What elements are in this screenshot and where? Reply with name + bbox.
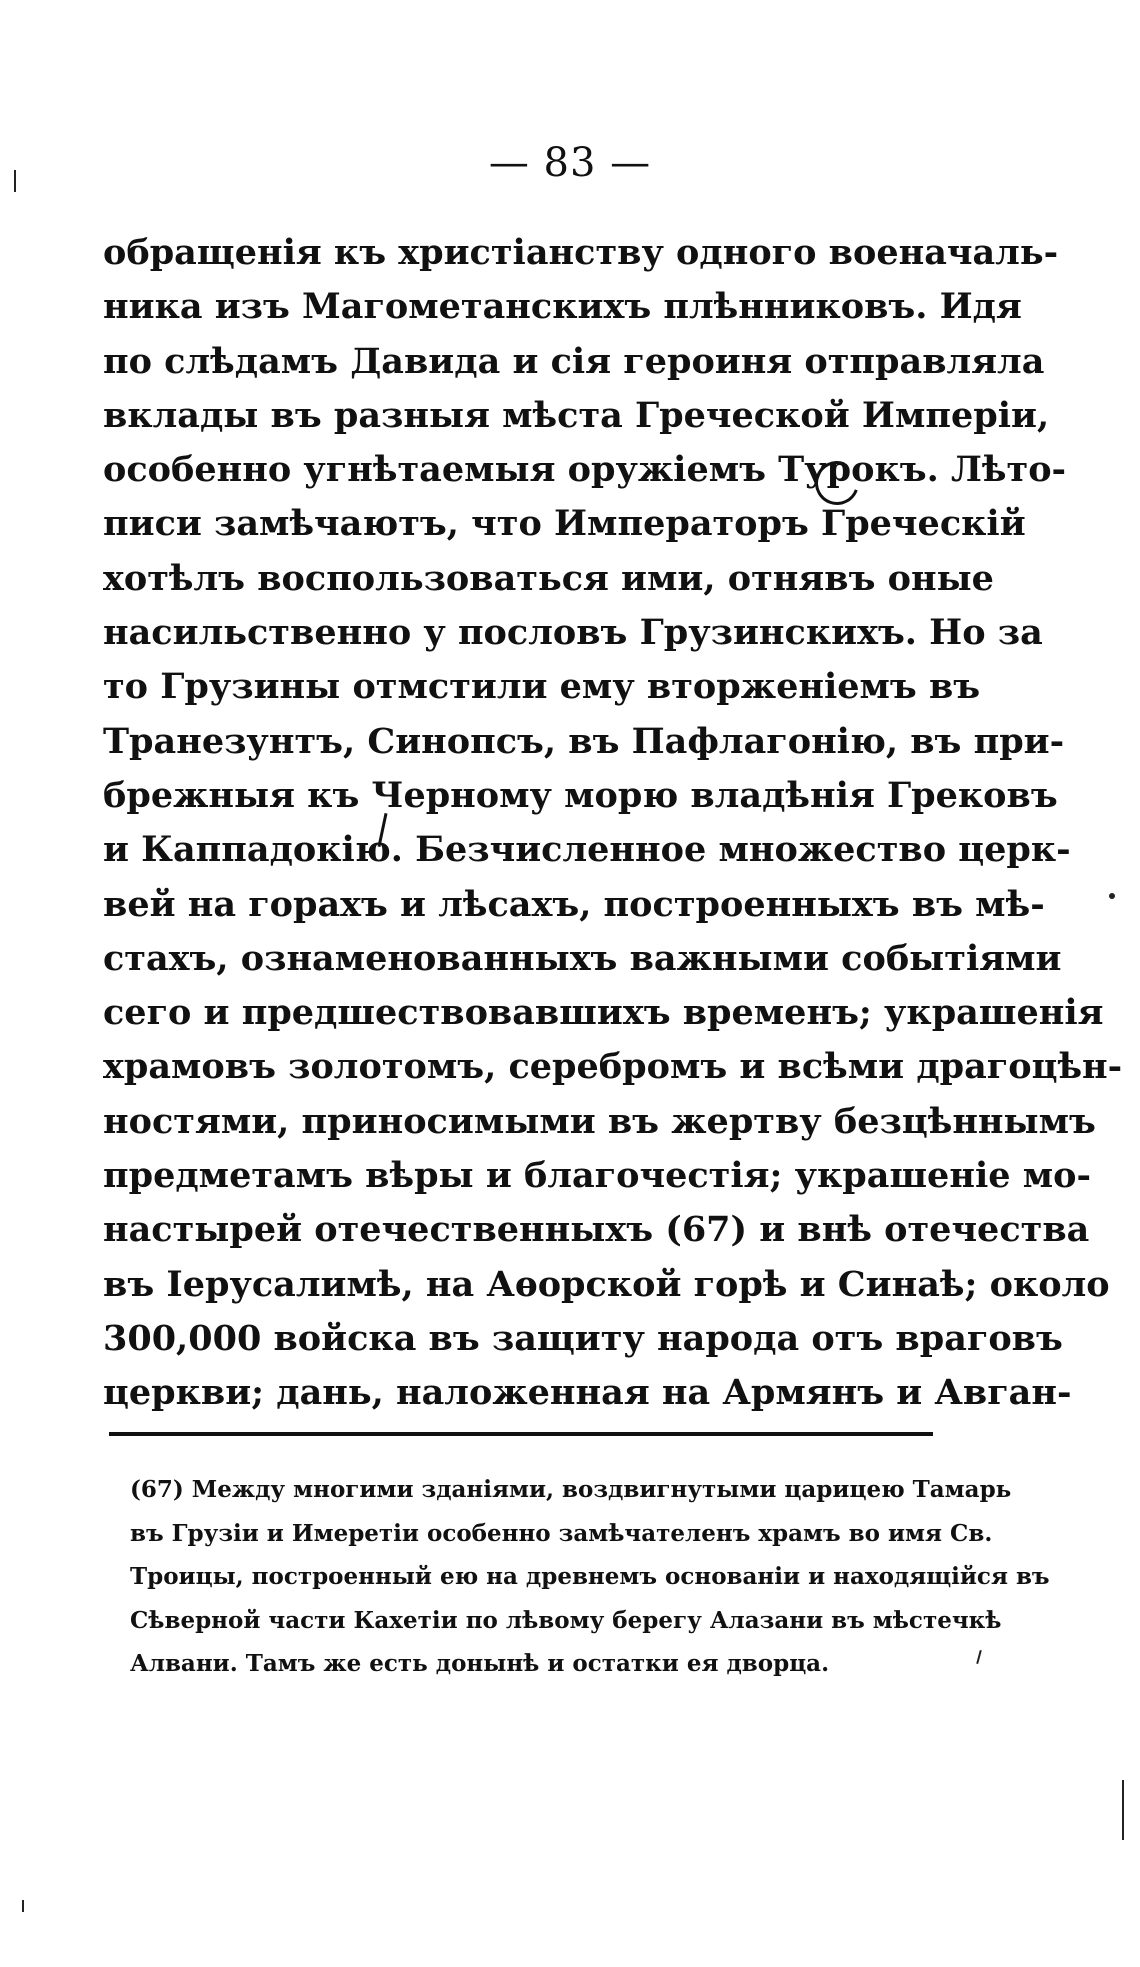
scan-speck [1109, 893, 1115, 899]
body-line: брежныя къ Черному морю владѣнія Грековъ [103, 774, 1058, 816]
body-line: церкви; дань, наложенная на Армянъ и Авган- [103, 1372, 1072, 1414]
body-line: писи замѣчаютъ, что Императоръ Греческій [103, 503, 1026, 545]
body-line: насильственно у пословъ Грузинскихъ. Но за [103, 612, 1043, 654]
footnote [130, 1468, 1050, 1686]
body-line: особенно угнѣтаемыя оружіемъ Турокъ. Лѣто- [103, 449, 1067, 491]
body-line: стахъ, ознаменованныхъ важными событіями [103, 937, 1062, 979]
body-line: обращенія къ христіанству одного военачаль- [103, 232, 1059, 273]
body-line: ностями, приносимыми въ жертву безцѣннымъ [103, 1100, 1096, 1142]
body-line: вклады въ разныя мѣста Греческой Имперіи, [103, 394, 1050, 436]
body-line: и Каппадокію. Безчисленное множество церк- [103, 829, 1071, 871]
scan-speck [1122, 1780, 1124, 1840]
body-line: храмовъ золотомъ, серебромъ и всѣми драгоцѣн- [103, 1046, 1123, 1088]
footnote-line: Сѣверной части Кахетіи по лѣвому берегу Алазани въ мѣстечкѣ [130, 1606, 1002, 1634]
body-line: Транезунтъ, Синопсъ, въ Пафлагонію, въ при- [103, 720, 1065, 762]
footnote-rule [109, 1432, 933, 1436]
body-line: настырей отечественныхъ (67) и внѣ отечества [103, 1209, 1090, 1251]
page-number: — 83 — [488, 140, 652, 186]
body-line: 300,000 войска въ защиту народа отъ враговъ [103, 1317, 1063, 1359]
body-text [103, 226, 1123, 1421]
footnote-line: въ Грузіи и Имеретіи особенно замѣчателенъ храмъ во имя Св. [130, 1519, 993, 1547]
body-line: сего и предшествовавшихъ временъ; украшенія [103, 992, 1104, 1034]
body-line: ника изъ Магометанскихъ плѣнниковъ. Идя [103, 286, 1022, 328]
body-line: хотѣлъ воспользоваться ими, отнявъ оные [103, 557, 994, 599]
scan-speck [22, 1900, 24, 1912]
footnote-line: Троицы, построенный ею на древнемъ основаніи и находящійся въ [130, 1563, 1050, 1590]
body-line: вей на горахъ и лѣсахъ, построенныхъ въ мѣ- [103, 883, 1045, 925]
body-line: въ Іерусалимѣ, на Аѳорской горѣ и Синаѣ; около [103, 1263, 1110, 1305]
scan-speck [14, 170, 16, 192]
footnote-line: (67) Между многими зданіями, воздвигнутыми царицею Тамарь [130, 1476, 1012, 1503]
body-line: то Грузины отмстили ему вторженіемъ въ [103, 666, 981, 708]
scan-speck [976, 1650, 982, 1664]
footnote-line: Алвани. Тамъ же есть донынѣ и остатки ея дворца. [130, 1650, 830, 1677]
body-line: предметамъ вѣры и благочестія; украшеніе мо- [103, 1155, 1091, 1197]
body-line: по слѣдамъ Давида и сія героиня отправляла [103, 340, 1045, 382]
